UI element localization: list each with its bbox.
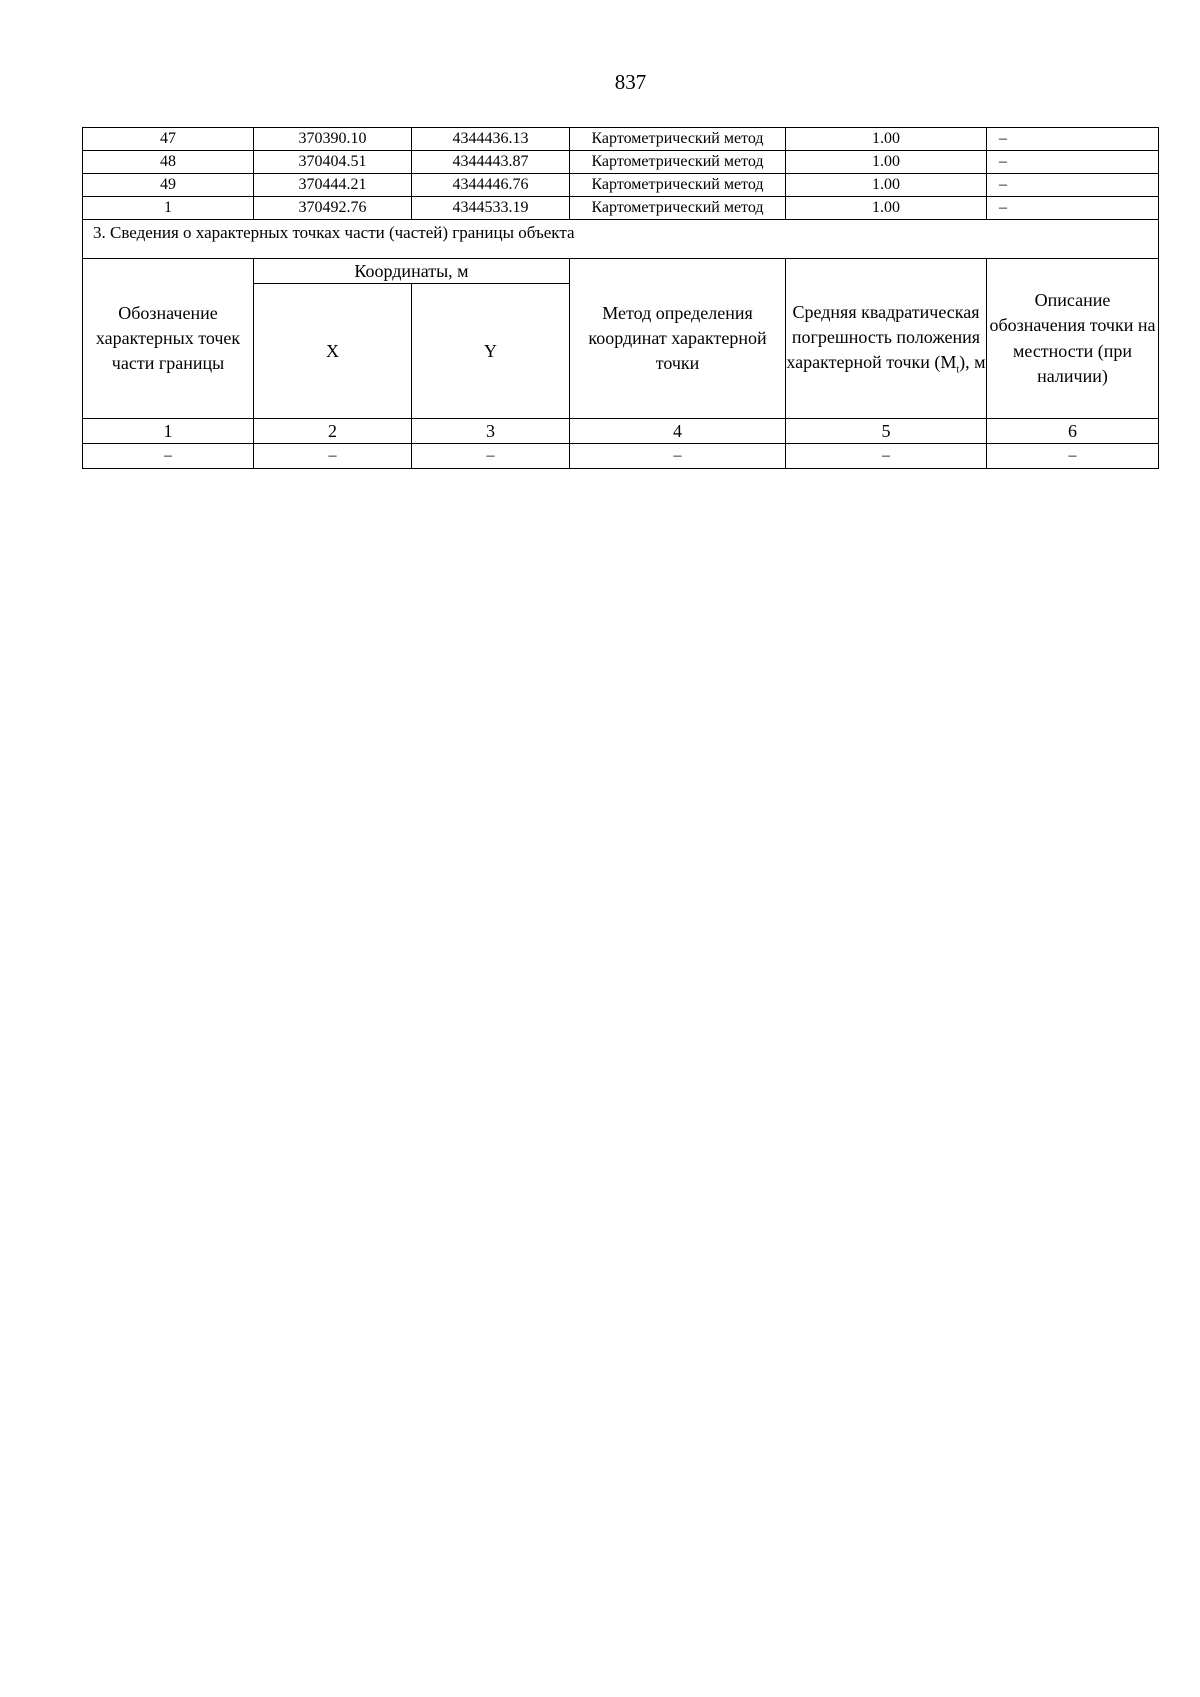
empty-data-row (83, 444, 1159, 469)
x-cell: 370444.21 (254, 174, 412, 197)
error-cell: 1.00 (786, 128, 987, 151)
section-row (83, 220, 1159, 259)
table-row (83, 197, 1159, 220)
point-number-cell: 49 (83, 174, 254, 197)
description-cell: – (987, 151, 1159, 174)
error-cell: 1.00 (786, 174, 987, 197)
coordinates-header: Координаты, м (254, 259, 570, 284)
empty-cell: – (83, 444, 254, 469)
header-row (83, 259, 1159, 284)
column-number: 2 (254, 419, 412, 444)
error-header (786, 259, 987, 419)
empty-cell: – (570, 444, 786, 469)
x-cell: 370492.76 (254, 197, 412, 220)
error-cell: 1.00 (786, 197, 987, 220)
x-cell: 370390.10 (254, 128, 412, 151)
empty-cell: – (254, 444, 412, 469)
point-number-cell: 47 (83, 128, 254, 151)
error-cell: 1.00 (786, 151, 987, 174)
column-number: 3 (412, 419, 570, 444)
error-header-subscript: t (956, 364, 960, 376)
y-cell: 4344533.19 (412, 197, 570, 220)
table-row (83, 174, 1159, 197)
y-cell: 4344446.76 (412, 174, 570, 197)
method-header: Метод определения координат характерной точки (570, 259, 786, 419)
description-cell: – (987, 174, 1159, 197)
section-title: 3. Сведения о характерных точках части (частей) границы объекта (83, 220, 1159, 259)
error-header-text: Средняя квадратическая погрешность положения характерной точки (M (786, 301, 981, 372)
coordinates-table (82, 127, 1159, 469)
column-number: 4 (570, 419, 786, 444)
method-cell: Картометрический метод (570, 174, 786, 197)
empty-cell: – (786, 444, 987, 469)
y-header: Y (412, 284, 570, 419)
x-header: X (254, 284, 412, 419)
method-cell: Картометрический метод (570, 197, 786, 220)
point-number-cell: 48 (83, 151, 254, 174)
table-row (83, 128, 1159, 151)
column-number: 1 (83, 419, 254, 444)
description-cell: – (987, 128, 1159, 151)
empty-cell: – (412, 444, 570, 469)
x-cell: 370404.51 (254, 151, 412, 174)
column-number: 5 (786, 419, 987, 444)
method-cell: Картометрический метод (570, 128, 786, 151)
y-cell: 4344443.87 (412, 151, 570, 174)
description-cell: – (987, 197, 1159, 220)
y-cell: 4344436.13 (412, 128, 570, 151)
designation-header: Обозначение характерных точек части границы (83, 259, 254, 419)
error-header-unit: ), м (959, 351, 986, 372)
page-number: 837 (614, 70, 647, 94)
table-row (83, 151, 1159, 174)
empty-cell: – (987, 444, 1159, 469)
method-cell: Картометрический метод (570, 151, 786, 174)
column-number: 6 (987, 419, 1159, 444)
column-numbers-row (83, 419, 1159, 444)
point-number-cell: 1 (83, 197, 254, 220)
description-header: Описание обозначения точки на местности (при наличии) (987, 259, 1159, 419)
